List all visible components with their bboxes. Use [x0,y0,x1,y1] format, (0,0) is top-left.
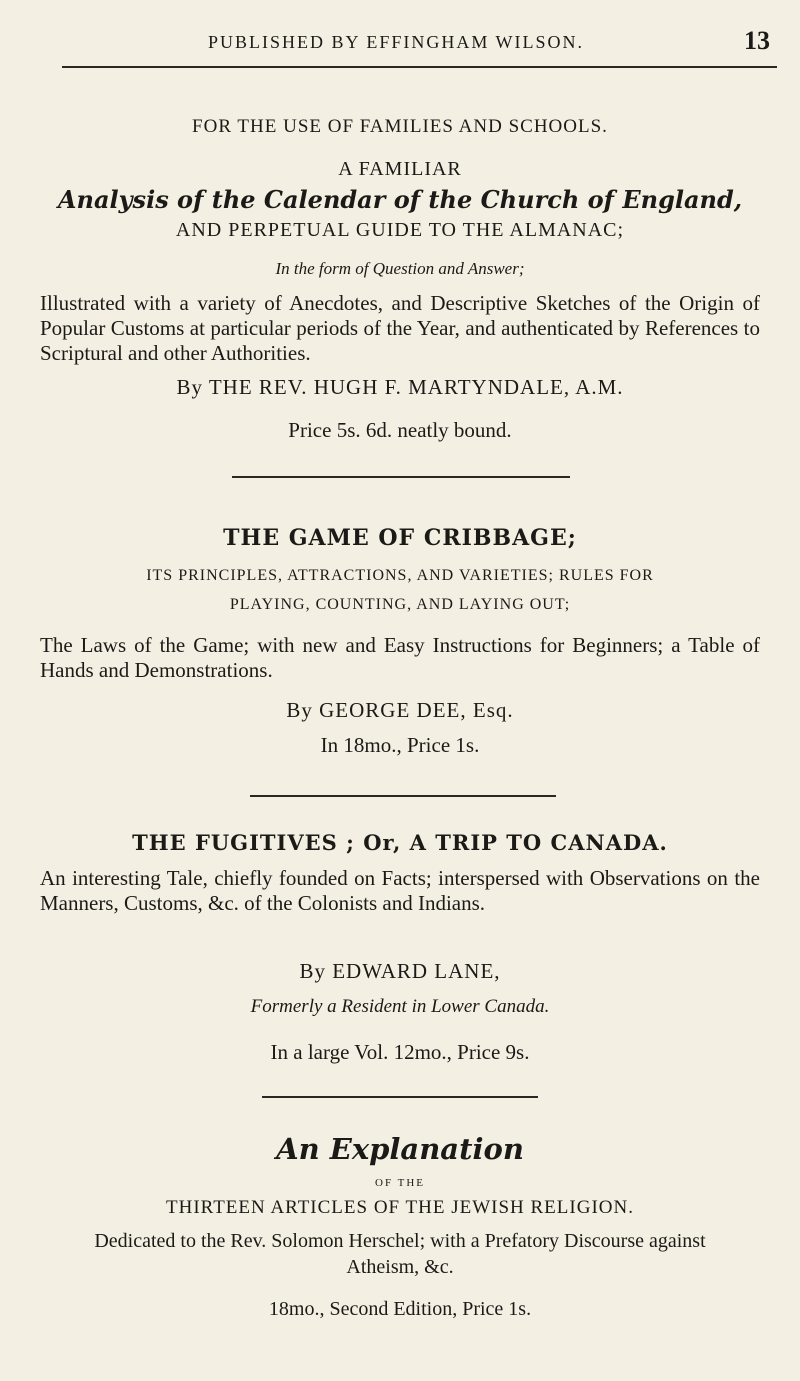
divider [262,1096,538,1098]
divider [250,795,556,797]
entry1-title: Analysis of the Calendar of the Church of England, [57,185,743,214]
entry3-author: By EDWARD LANE, [299,959,501,983]
entry1-note: In the form of Question and Answer; [275,259,525,278]
entry2-author: By GEORGE DEE, Esq. [286,698,514,722]
entry3-price: In a large Vol. 12mo., Price 9s. [270,1040,530,1064]
entry1-description: Illustrated with a variety of Anecdotes, and Descriptive Sketches of the Origin of Popular Customs at particular periods of the Year, and authenticated by References to Scriptural and other Authorities. [40,291,760,365]
page-number: 13 [744,26,770,55]
entry3-author-note: Formerly a Resident in Lower Canada. [250,996,550,1017]
running-head-title: PUBLISHED BY EFFINGHAM WILSON. [208,32,585,52]
entry4-title: An Explanation [276,1132,524,1166]
entry4-price: 18mo., Second Edition, Price 1s. [268,1298,532,1320]
header-rule [62,66,777,68]
entry4-of-the: OF THE [375,1177,425,1189]
entry1-heading: FOR THE USE OF FAMILIES AND SCHOOLS. [192,116,608,137]
entry2-description: The Laws of the Game; with new and Easy Instructions for Beginners; a Table of Hands and Demonstrations. [40,633,760,682]
entry4-subtitle: THIRTEEN ARTICLES OF THE JEWISH RELIGION. [166,1197,634,1218]
entry4-description: Dedicated to the Rev. Solomon Herschel; with a Prefatory Discourse against Atheism, &c. [94,1230,706,1278]
entry2-price: In 18mo., Price 1s. [320,733,480,757]
entry2-subtitle-line2: PLAYING, COUNTING, AND LAYING OUT; [229,596,571,613]
entry3-title: THE FUGITIVES ; Or, A TRIP TO CANADA. [132,830,668,855]
running-head [60,26,780,76]
entry1-pre-title: A FAMILIAR [338,158,462,180]
entry1-subtitle: AND PERPETUAL GUIDE TO THE ALMANAC; [175,219,625,241]
entry3-description: An interesting Tale, chiefly founded on Facts; interspersed with Observations on the Manners, Customs, &c. of the Colonists and Indians. [40,866,760,915]
divider [232,476,570,478]
entry1-price: Price 5s. 6d. neatly bound. [288,418,512,442]
entry2-title: THE GAME OF CRIBBAGE; [223,525,577,551]
entry2-subtitle-line1: ITS PRINCIPLES, ATTRACTIONS, AND VARIETIES; RULES FOR [146,567,654,584]
entry1-author: By THE REV. HUGH F. MARTYNDALE, A.M. [176,375,624,399]
